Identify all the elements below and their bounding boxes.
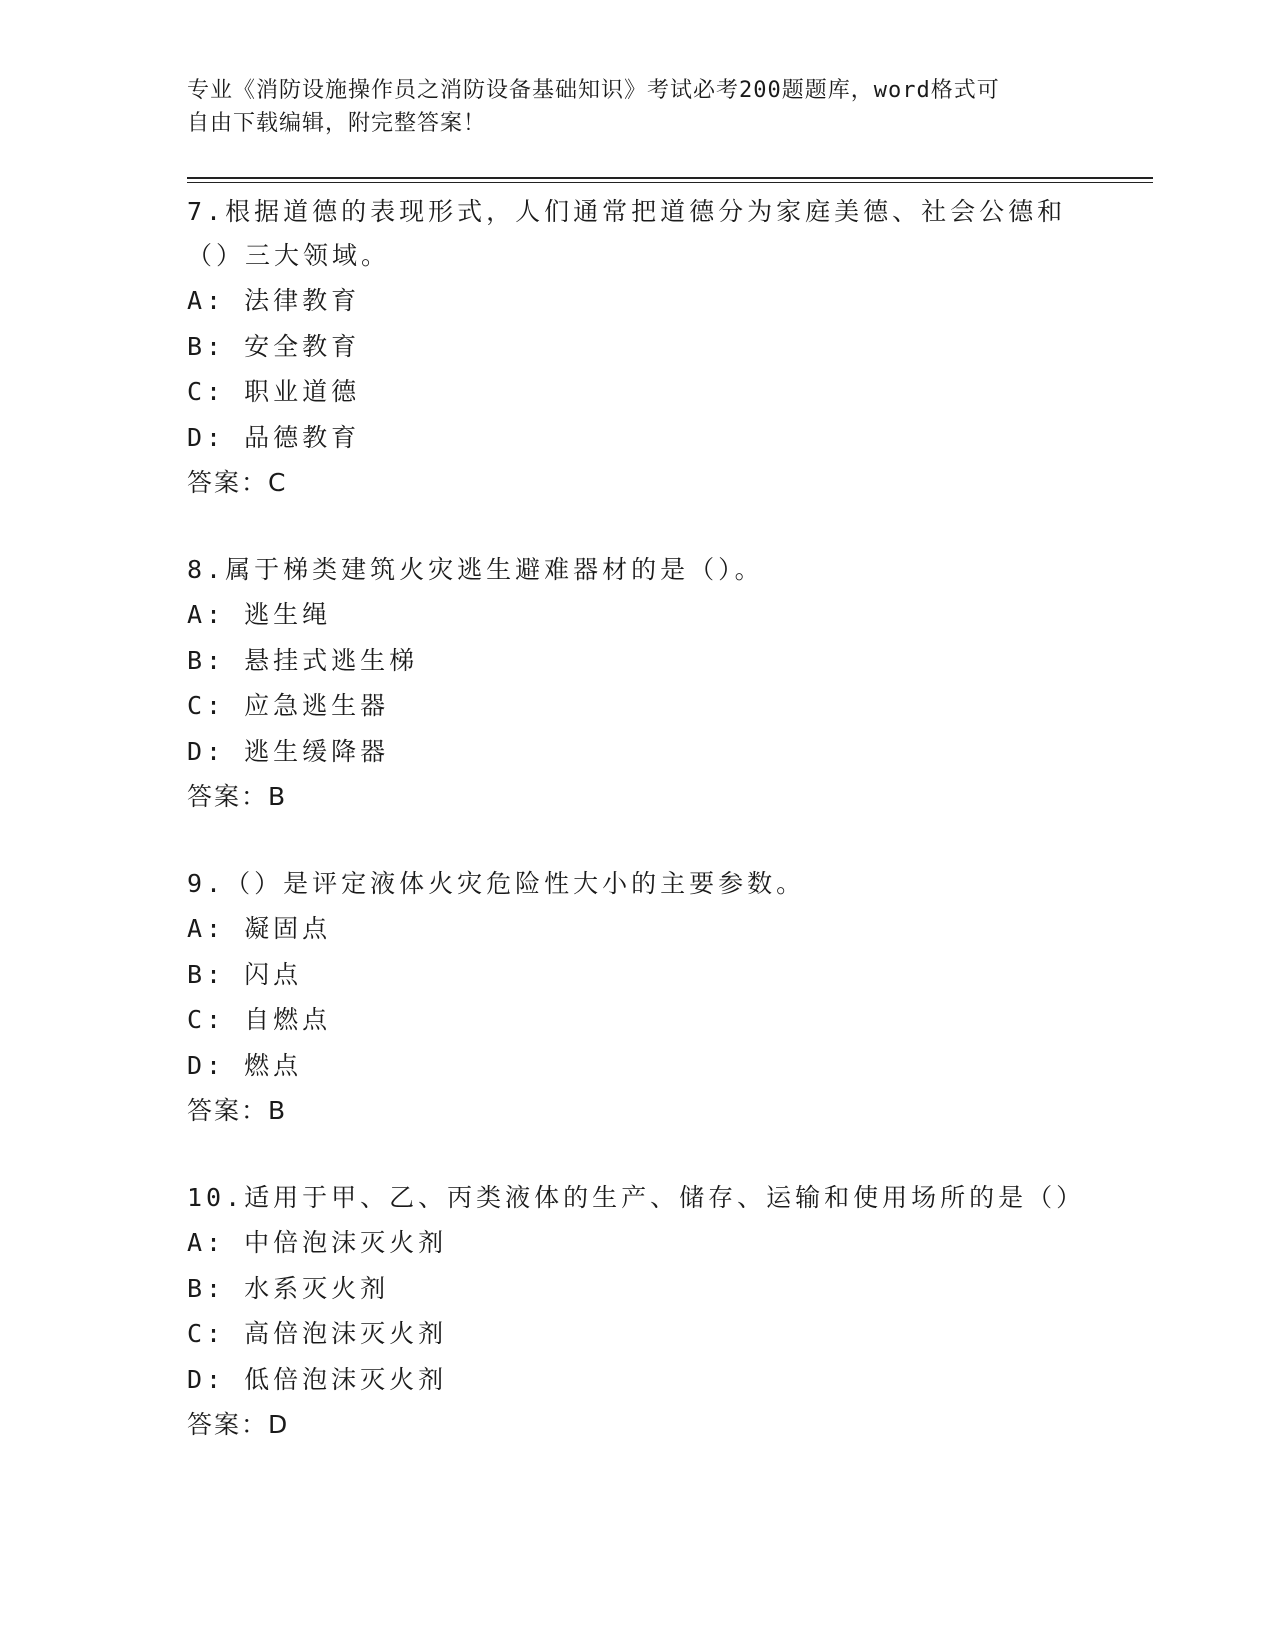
question-10 [187,1176,1087,1448]
option-a: A: 中倍泡沫灭火剂 [187,1228,448,1257]
question-text: 9.（）是评定液体火灾危险性大小的主要参数。 [187,869,806,898]
option-b: B: 悬挂式逃生梯 [187,645,419,675]
answer: 答案：C [187,468,288,497]
option-c: C: 自燃点 [187,1005,332,1034]
question-text: 10.适用于甲、乙、丙类液体的生产、储存、运输和使用场所的是（） [187,1183,1086,1212]
question-7 [187,190,1087,506]
document-header [187,74,1067,140]
option-c: C: 应急逃生器 [187,691,390,720]
question-list [187,190,1087,1490]
option-d: D: 低倍泡沫灭火剂 [187,1364,448,1394]
option-d: D: 品德教育 [187,422,361,452]
option-b: B: 安全教育 [187,331,361,361]
option-d: D: 燃点 [187,1050,303,1080]
option-a: A: 法律教育 [187,286,361,315]
option-a: A: 凝固点 [187,914,332,943]
answer: 答案：D [187,1410,290,1439]
option-c: C: 职业道德 [187,377,361,406]
option-d: D: 逃生缓降器 [187,736,390,766]
option-b: B: 水系灭火剂 [187,1273,390,1303]
option-a: A: 逃生绳 [187,600,332,629]
header-divider-thin [187,182,1153,183]
question-text-continued: （）三大领域。 [187,241,391,270]
option-c: C: 高倍泡沫灭火剂 [187,1319,448,1348]
question-text: 7.根据道德的表现形式，人们通常把道德分为家庭美德、社会公德和 [187,197,1067,226]
header-line-1: 专业《消防设施操作员之消防设备基础知识》考试必考200题题库，word格式可 [187,78,1000,103]
header-line-2: 自由下载编辑，附完整答案！ [187,111,487,136]
option-b: B: 闪点 [187,959,303,989]
header-divider-thick [187,177,1153,179]
question-text: 8.属于梯类建筑火灾逃生避难器材的是（）。 [187,555,764,584]
answer: 答案：B [187,782,288,811]
answer: 答案：B [187,1096,288,1125]
question-9 [187,862,1087,1134]
question-8 [187,548,1087,820]
